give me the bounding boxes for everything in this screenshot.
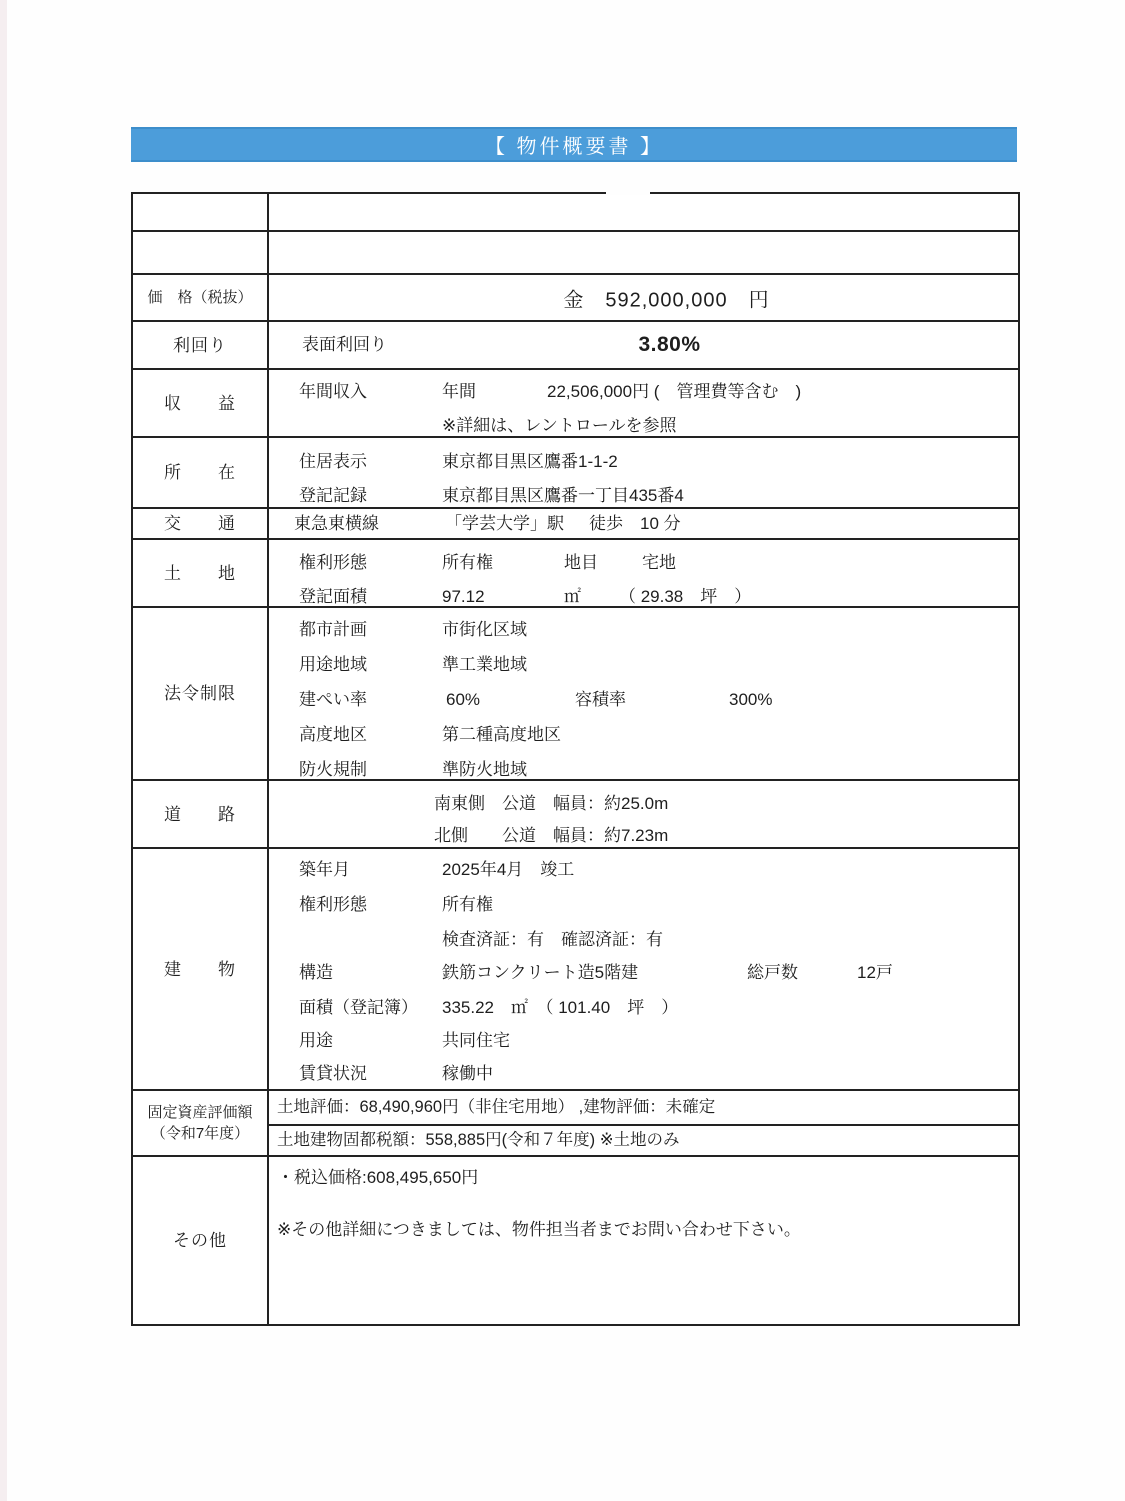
- field-text: 賃貸状況: [299, 1064, 367, 1083]
- field-text: 構造: [299, 963, 333, 982]
- row-content-tax-assessment: [269, 1091, 1018, 1155]
- row-label-tax-assessment: [133, 1091, 269, 1155]
- row-label-text: 価 格（税抜）: [147, 289, 253, 306]
- row-content-road: [269, 781, 1018, 847]
- row-label-road: [133, 781, 269, 847]
- price-value: 金 592,000,000 円: [563, 289, 770, 311]
- table-row-road: [133, 779, 1018, 847]
- row-label-text: 所 在: [164, 463, 236, 482]
- row-content-income: [269, 370, 1018, 436]
- row-label-text: その他: [173, 1231, 227, 1250]
- table-row-blank-top-1: [133, 194, 1018, 230]
- row-label-text: 土 地: [164, 563, 236, 583]
- field-text: 徒歩 10 分: [589, 514, 681, 533]
- field-text: （ 29.38 坪 ）: [619, 587, 752, 606]
- field-text: 所有権: [442, 553, 493, 572]
- scan-edge-artifact: [0, 0, 7, 1501]
- table-row-land: [133, 538, 1018, 606]
- row-label-land: [133, 540, 269, 606]
- field-text: 用途: [299, 1031, 333, 1050]
- row-label-text: 収 益: [164, 393, 236, 413]
- row-content-blank-top-2: [269, 232, 1018, 273]
- field-text: 検査済証：有 確認済証：有: [442, 930, 663, 949]
- table-row-location: [133, 436, 1018, 507]
- field-text: 共同住宅: [442, 1031, 510, 1050]
- table-row-price: [133, 273, 1018, 320]
- row-label-text: 交 通: [164, 514, 236, 533]
- tax-assessment-line-1: 土地評価：68,490,960円（非住宅用地） ,建物評価：未確定: [277, 1098, 716, 1116]
- row-label-blank-top-2: [133, 232, 269, 273]
- row-label-text: 利回り: [173, 335, 227, 355]
- row-label-income: [133, 370, 269, 436]
- field-text: 権利形態: [299, 895, 367, 914]
- field-text: 第二種高度地区: [442, 725, 561, 744]
- row-content-legal-restrictions: [269, 608, 1018, 779]
- field-text: 東京都目黒区鷹番一丁目435番4: [442, 486, 684, 505]
- field-text: 稼働中: [442, 1064, 493, 1083]
- table-row-building: [133, 847, 1018, 1089]
- field-text: 用途地域: [299, 655, 367, 674]
- field-text: 東京都目黒区鷹番1-1-2: [442, 452, 618, 471]
- field-text: ※詳細は、レントロールを参照: [442, 416, 677, 435]
- tax-assessment-line-2: 土地建物固都税額：558,885円(令和７年度) ※土地のみ: [269, 1124, 1018, 1155]
- row-label-text-line2: （令和7年度）: [150, 1125, 250, 1142]
- field-text: 権利形態: [299, 553, 367, 572]
- row-label-building: [133, 849, 269, 1089]
- field-text: 東急東横線: [294, 514, 379, 533]
- field-text: 60%: [446, 690, 481, 709]
- row-label-transport: [133, 509, 269, 538]
- row-label-legal-restrictions: [133, 608, 269, 779]
- field-text: 都市計画: [299, 620, 367, 639]
- table-row-blank-top-2: [133, 230, 1018, 273]
- table-row-legal-restrictions: [133, 606, 1018, 779]
- field-text: ※その他詳細につきましては、物件担当者までお問い合わせ下さい。: [277, 1220, 801, 1239]
- field-text: 所有権: [442, 895, 493, 914]
- field-text: 市街化区域: [442, 620, 527, 639]
- field-text: 12戸: [857, 963, 893, 982]
- field-text: 年間収入: [299, 382, 367, 401]
- row-label-yield: [133, 322, 269, 368]
- field-text: 300%: [729, 690, 773, 709]
- row-label-text: 法令制限: [164, 684, 236, 703]
- row-content-location: [269, 438, 1018, 507]
- field-text: 総戸数: [747, 963, 798, 982]
- table-row-income: [133, 368, 1018, 436]
- field-text: 登記面積: [299, 587, 367, 606]
- table-row-transport: [133, 507, 1018, 538]
- table-row-yield: [133, 320, 1018, 368]
- row-label-location: [133, 438, 269, 507]
- field-text: 北側 公道 幅員：約7.23m: [434, 826, 669, 845]
- row-label-price: [133, 275, 269, 320]
- row-content-yield: [269, 322, 1018, 368]
- field-text: 南東側 公道 幅員：約25.0m: [434, 794, 669, 813]
- field-text: 準工業地域: [442, 655, 527, 674]
- field-text: 2025年4月 竣工: [442, 860, 575, 879]
- yield-value: 3.80%: [638, 333, 701, 356]
- row-content-transport: [269, 509, 1018, 538]
- table-row-tax-assessment: [133, 1089, 1018, 1155]
- row-content-other: [269, 1157, 1018, 1324]
- field-text: 「学芸大学」駅: [445, 514, 564, 533]
- field-text: 住居表示: [299, 452, 367, 471]
- field-text: 地目: [564, 553, 598, 572]
- field-text: 22,506,000円 ( 管理費等含む ): [547, 382, 802, 401]
- row-content-land: [269, 540, 1018, 606]
- yield-sub-label: 表面利回り: [302, 335, 387, 354]
- row-content-blank-top-1: [269, 194, 1018, 230]
- field-text: ・税込価格:608,495,650円: [277, 1168, 479, 1187]
- field-text: ㎡: [564, 587, 581, 606]
- field-text: 容積率: [575, 690, 626, 709]
- row-label-text: 道 路: [164, 804, 236, 824]
- field-text: 335.22 ㎡ （ 101.40 坪 ）: [442, 998, 679, 1017]
- property-summary-table: [131, 192, 1020, 1326]
- field-text: 登記記録: [299, 486, 367, 505]
- field-text: 築年月: [299, 860, 350, 879]
- field-text: 97.12: [442, 587, 485, 606]
- scan-border-gap-artifact: [606, 190, 650, 195]
- row-label-text: 固定資産評価額: [147, 1104, 253, 1121]
- row-content-building: [269, 849, 1018, 1089]
- document-title-bar: [131, 127, 1017, 162]
- field-text: 面積（登記簿）: [299, 998, 418, 1017]
- document-title: 【 物件概要書 】: [484, 136, 664, 158]
- row-label-blank-top-1: [133, 194, 269, 230]
- row-content-price: [269, 275, 1018, 320]
- field-text: 建ぺい率: [299, 690, 367, 709]
- field-text: 防火規制: [299, 760, 367, 779]
- field-text: 鉄筋コンクリート造5階建: [442, 963, 639, 982]
- field-text: 高度地区: [299, 725, 367, 744]
- field-text: 宅地: [642, 553, 676, 572]
- field-text: 年間: [442, 382, 476, 401]
- table-row-other: [133, 1155, 1018, 1324]
- field-text: 準防火地域: [442, 760, 527, 779]
- row-label-other: [133, 1157, 269, 1324]
- row-label-text: 建 物: [164, 959, 236, 979]
